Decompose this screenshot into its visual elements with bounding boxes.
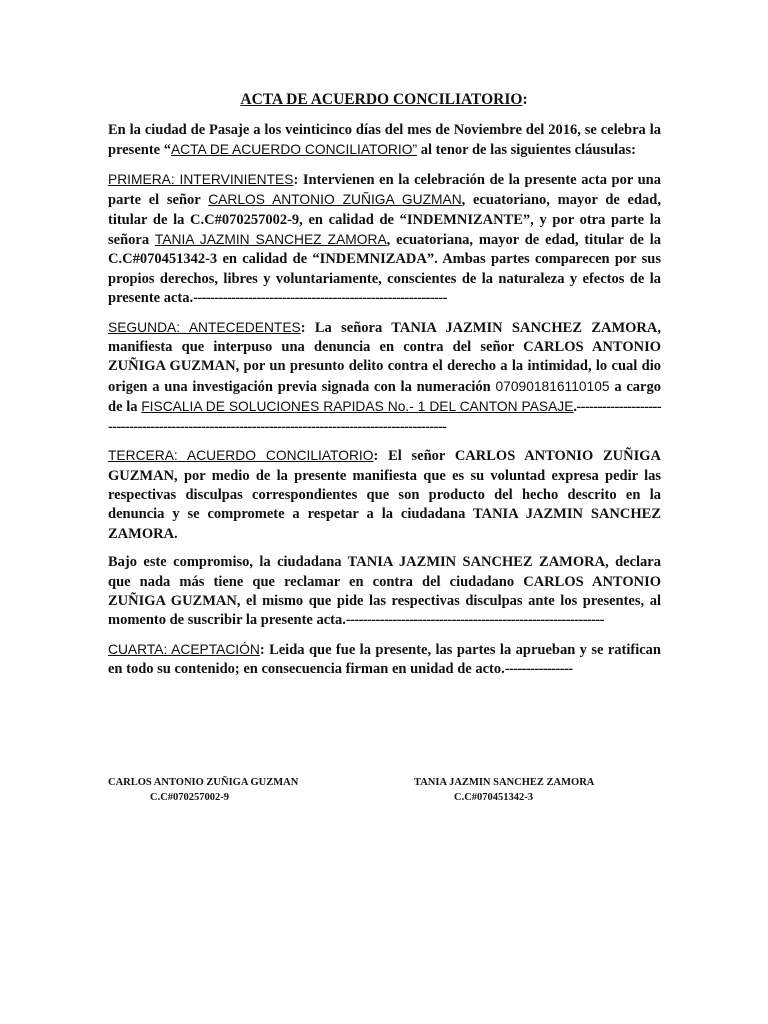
primera-text-3: , ecuatoriana, mayor de edad, titular de la C.C#070451342-3 en calidad de “INDEMNIZADA”. Ambas partes comparecen por sus propios derechos, libres y voluntariamente, conscientes de la naturaleza y efectos de la presente acta. [108,232,661,307]
title-text: ACTA DE ACUERDO CONCILIATORIO [240,91,523,108]
cuarta-heading: CUARTA: ACEPTACIÓN [108,641,260,657]
segunda-fiscalia: FISCALIA DE SOLUCIONES RAPIDAS No.- 1 DEL CANTON PASAJE [141,399,574,415]
signature-left-id: C.C#070257002-9 [150,792,230,803]
document-title [0,91,768,109]
primera-heading: PRIMERA: INTERVINIENTES [108,171,294,187]
primera-text-1: : Intervienen en la celebración de la presente acta por una parte el señor [108,171,661,209]
clause-cuarta [108,640,661,680]
compromiso-dashes: ------------------------------------------------------------- [345,612,604,629]
segunda-text-1: : La señora TANIA JAZMIN SANCHEZ ZAMORA, manifiesta que interpuso una denuncia en contra del señor CARLOS ANTONIO ZUÑIGA GUZMAN, por un presunto delito contra el derecho a la intimidad, lo cual dio origen a una investigación previa signada con la numeración [108,319,661,395]
signature-right [414,775,594,805]
intro-text-2: al tenor de las siguientes cláusulas: [417,142,636,159]
primera-party-2: TANIA JAZMIN SANCHEZ ZAMORA [154,232,387,248]
segunda-dashes: .---------------------------------------------------------------------------------------------------- [108,399,662,435]
cuarta-text-1: : Leida que fue la presente, las partes la aprueban y se ratifican en todo su contenido; en consecuencia firman en unidad de acto. [108,641,661,678]
signature-right-name: TANIA JAZMIN SANCHEZ ZAMORA [414,777,595,788]
clause-primera [108,170,661,309]
segunda-text-2: a cargo de la [108,378,661,416]
primera-dashes: ------------------------------------------------------------ [193,290,447,307]
intro-text-1: En la ciudad de Pasaje a los veinticinco días del mes de Noviembre del 2016, se celebra la presente “ [108,122,661,159]
primera-party-1: CARLOS ANTONIO ZUÑIGA GUZMAN [208,192,462,208]
tercera-text-1: : El señor CARLOS ANTONIO ZUÑIGA GUZMAN, por medio de la presente manifiesta que es su voluntad expresa pedir las respectivas disculpas correspondientes que son producto del hecho descrito en la denuncia y se compromete a respetar a la ciudadana TANIA JAZMIN SANCHEZ ZAMORA. [108,448,661,542]
signature-right-id: C.C#070451342-3 [454,792,534,803]
compromiso-paragraph [108,553,661,631]
clause-tercera [108,446,661,544]
clause-segunda [108,318,661,437]
primera-text-2: , ecuatoriano, mayor de edad, titular de la C.C#070257002-9, en calidad de “INDEMNIZANTE”, y por otra parte la señora [108,192,661,249]
compromiso-text-1: Bajo este compromiso, la ciudadana TANIA JAZMIN SANCHEZ ZAMORA, declara que nada más tiene que reclamar en contra del ciudadano CARLOS ANTONIO ZUÑIGA GUZMAN, el mismo que pide las respectivas disculpas ante los presentes, al momento de suscribir la presente acta. [108,554,661,629]
tercera-heading: TERCERA: ACUERDO CONCILIATORIO [108,448,374,464]
signature-left-name: CARLOS ANTONIO ZUÑIGA GUZMAN [108,777,299,788]
intro-act-name: ACTA DE ACUERDO CONCILIATORIO” [170,142,418,158]
signature-left [108,775,298,805]
title-colon: : [522,91,528,108]
intro-paragraph [108,121,661,161]
cuarta-dashes: ---------------- [504,661,573,678]
document-body [108,121,661,689]
segunda-number: 070901816110105 [495,378,610,394]
segunda-heading: SEGUNDA: ANTECEDENTES [108,319,301,335]
